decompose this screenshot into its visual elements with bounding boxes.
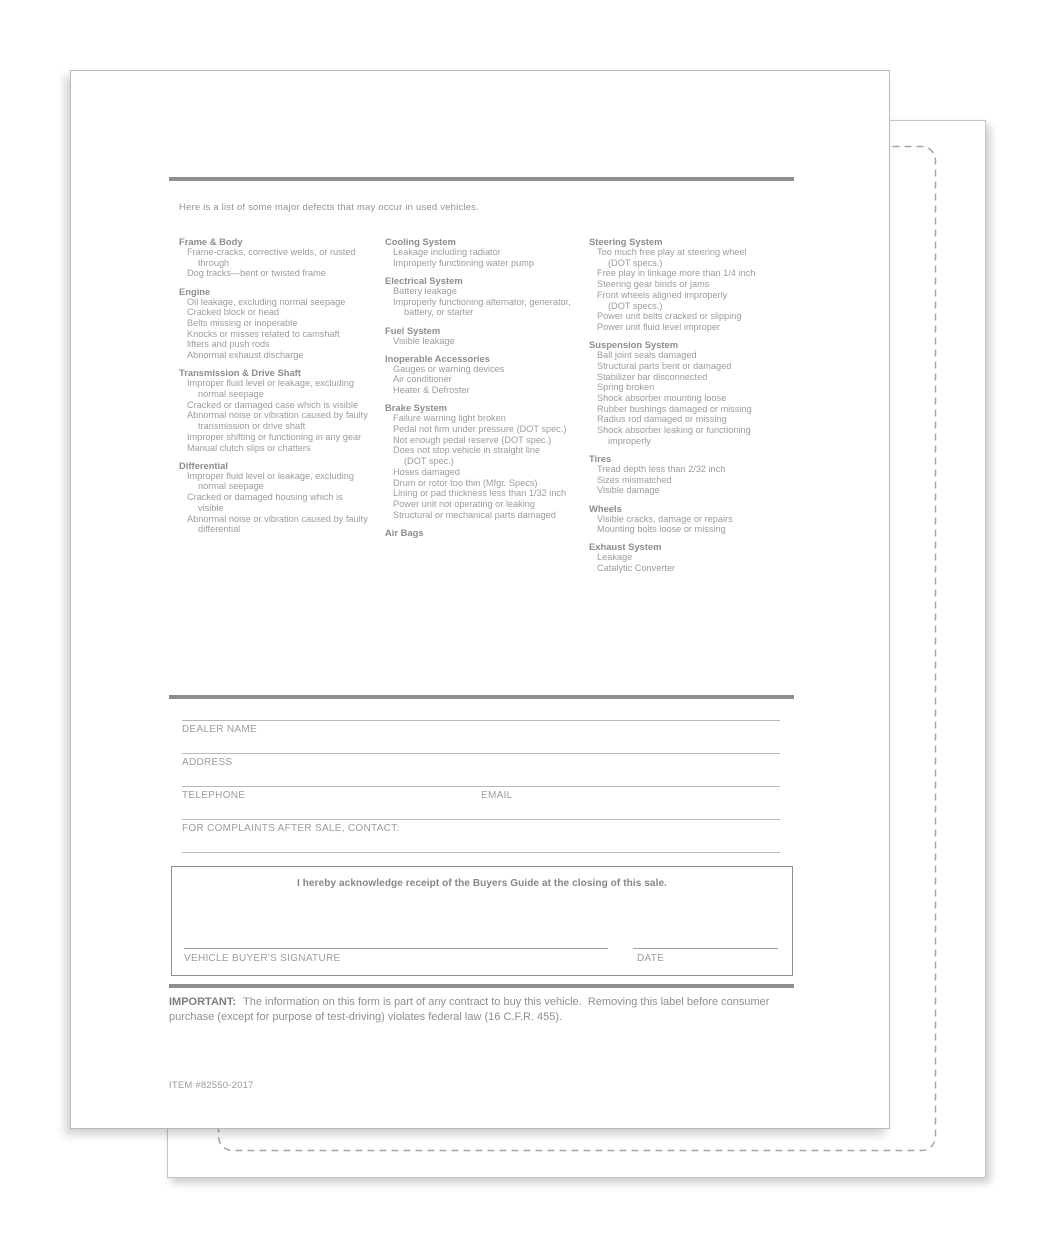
defect-category-heading: Air Bags xyxy=(385,526,424,538)
write-in-line xyxy=(182,852,780,853)
write-in-line xyxy=(182,819,780,820)
buyer-signature-line xyxy=(184,948,608,949)
write-in-line xyxy=(182,786,780,787)
top-divider xyxy=(169,177,794,181)
defect-item-line: transmission or drive shaft xyxy=(198,421,306,432)
defect-item-line: Cracked block or head xyxy=(187,307,279,318)
defect-category-heading: Cooling System xyxy=(385,236,456,247)
defect-item-line: differential xyxy=(198,524,241,535)
defect-item-line: Front wheels aligned improperly xyxy=(597,289,728,300)
defects-intro-text: Here is a list of some major defects that may occur in used vehicles. xyxy=(179,202,479,213)
defect-item-line: Frame-cracks, corrective welds, or rusted xyxy=(187,247,356,257)
defect-item-line: normal seepage xyxy=(198,389,264,400)
defect-item-line: Improper fluid level or leakage, excluding xyxy=(187,378,354,389)
defect-item-line: Catalytic Converter xyxy=(597,563,676,574)
defect-category-heading: Tires xyxy=(589,452,612,464)
defect-item-line: through xyxy=(198,257,230,268)
defect-item-line: battery, or starter xyxy=(404,307,474,318)
defect-item-line: Abnormal noise or vibration caused by faulty xyxy=(187,513,368,524)
defect-item-line: Sizes mismatched xyxy=(597,474,672,485)
defect-category-heading: Steering System xyxy=(589,236,663,247)
defects-column xyxy=(385,236,585,538)
defect-item-line: Free play in linkage more than 1/4 inch xyxy=(597,268,756,279)
item-number: ITEM #82550-2017 xyxy=(169,1080,254,1091)
defect-item-line: Cracked or damaged housing which is xyxy=(187,492,343,503)
defect-item-line: Mounting bolts loose or missing xyxy=(597,524,726,535)
dealer-field-row xyxy=(169,720,794,753)
defect-item-line: Failure warning light broken xyxy=(393,413,506,424)
defect-item-line: Does not stop vehicle in straight line xyxy=(393,445,541,456)
defect-item-line: Gauges or warning devices xyxy=(393,363,505,374)
defect-category-heading: Inoperable Accessories xyxy=(385,352,490,364)
date-label: DATE xyxy=(637,953,665,964)
defect-item-line: Cracked or damaged case which is visible xyxy=(187,399,359,410)
defect-category-heading: Wheels xyxy=(589,502,622,514)
defect-item-line: (DOT specs.) xyxy=(608,300,663,311)
defect-item-line: Radius rod damaged or missing xyxy=(597,414,727,425)
buyer-signature-label: VEHICLE BUYER'S SIGNATURE xyxy=(184,953,341,964)
defect-item-line: Power unit belts cracked or slipping xyxy=(597,311,742,322)
field-label: ADDRESS xyxy=(182,757,233,768)
important-text: The information on this form is part of any contract to buy this vehicle. Removing this label before consumer purchase (except for purpose of test-driving) violates federal law (16 C.F.R. 455). xyxy=(169,996,773,1023)
defect-item-line: Rubber bushings damaged or missing xyxy=(597,403,752,414)
defect-item-line: (DOT spec.) xyxy=(404,456,454,467)
field-label: DEALER NAME xyxy=(182,724,257,735)
write-in-line xyxy=(182,753,780,754)
buyers-guide-back-page xyxy=(70,70,890,1129)
defect-item-line: Leakage xyxy=(597,552,633,563)
defect-item-line: Ball joint seals damaged xyxy=(597,350,697,361)
defect-item-line: Power unit not operating or leaking xyxy=(393,498,535,509)
defect-item-line: Not enough pedal reserve (DOT spec.) xyxy=(393,434,552,445)
defect-item-line: Too much free play at steering wheel xyxy=(597,247,747,257)
defect-item-line: Improperly functioning water pump xyxy=(393,257,534,268)
defect-item-line: Improperly functioning alternator, generator, xyxy=(393,296,571,307)
defect-category-heading: Suspension System xyxy=(589,339,679,351)
defect-item-line: (DOT specs.) xyxy=(608,257,663,268)
middle-divider xyxy=(169,695,794,699)
defect-category-heading: Engine xyxy=(179,285,211,297)
defect-item-line: Leakage including radiator xyxy=(393,247,501,257)
defect-category-heading: Fuel System xyxy=(385,324,441,336)
important-notice xyxy=(169,995,783,1025)
defect-item-line: Pedal not firm under pressure (DOT spec.) xyxy=(393,424,567,435)
defect-item-line: lifters and push rods xyxy=(187,339,270,350)
write-in-line xyxy=(182,720,780,721)
defect-item-line: Shock absorber leaking or functioning xyxy=(597,425,751,436)
defect-item-line: visible xyxy=(198,502,224,513)
defect-item-line: Improper shifting or functioning in any gear xyxy=(187,431,362,442)
defect-item-line: Tread depth less than 2/32 inch xyxy=(597,463,726,474)
defect-item-line: Knocks or misses related to camshaft xyxy=(187,328,340,339)
defect-item-line: Abnormal noise or vibration caused by faulty xyxy=(187,410,368,421)
defect-item-line: Air conditioner xyxy=(393,374,452,385)
defect-category-heading: Transmission & Drive Shaft xyxy=(179,367,301,379)
defect-item-line: Structural parts bent or damaged xyxy=(597,360,732,371)
defect-category-heading: Differential xyxy=(179,459,228,471)
defect-item-line: Dog tracks—bent or twisted frame xyxy=(187,268,326,279)
defect-item-line: Abnormal exhaust discharge xyxy=(187,350,304,361)
field-label: TELEPHONE xyxy=(182,790,246,801)
defect-item-line: improperly xyxy=(608,435,651,446)
date-line xyxy=(633,948,778,949)
important-label: IMPORTANT: xyxy=(169,996,237,1008)
defect-item-line: Structural or mechanical parts damaged xyxy=(393,509,556,520)
acknowledgment-box xyxy=(171,866,793,976)
defect-item-line: Hoses damaged xyxy=(393,466,460,477)
defect-item-line: Power unit fluid level improper xyxy=(597,321,721,332)
dealer-field-row xyxy=(169,819,794,852)
defect-item-line: Battery leakage xyxy=(393,285,457,296)
defect-item-line: Lining or pad thickness less than 1/32 inch xyxy=(393,488,567,499)
defect-item-line: normal seepage xyxy=(198,481,264,492)
defect-item-line: Manual clutch slips or chatters xyxy=(187,442,311,453)
acknowledgment-text: I hereby acknowledge receipt of the Buyers Guide at the closing of this sale. xyxy=(296,878,667,889)
defect-item-line: Steering gear binds or jams xyxy=(597,279,710,290)
defect-category-heading: Electrical System xyxy=(385,274,463,286)
defect-item-line: Oil leakage, excluding normal seepage xyxy=(187,296,346,307)
defects-column xyxy=(179,236,379,535)
defect-item-line: Visible cracks, damage or repairs xyxy=(597,513,733,524)
defect-item-line: Drum or rotor too thin (Mfgr. Specs) xyxy=(393,477,538,488)
defect-category-heading: Exhaust System xyxy=(589,541,662,553)
field-label: FOR COMPLAINTS AFTER SALE, CONTACT: xyxy=(182,823,400,834)
bottom-divider xyxy=(169,984,794,988)
dealer-field-row xyxy=(169,753,794,786)
defect-item-line: Spring broken xyxy=(597,382,655,393)
dealer-field-row xyxy=(169,786,794,819)
defect-item-line: Heater & Defroster xyxy=(393,385,470,396)
defect-category-heading: Brake System xyxy=(385,402,448,414)
defect-category-heading: Frame & Body xyxy=(179,236,243,247)
defects-column xyxy=(589,236,789,574)
defect-item-line: Shock absorber mounting loose xyxy=(597,392,727,403)
defect-item-line: Visible damage xyxy=(597,485,660,496)
defect-item-line: Improper fluid level or leakage, excluding xyxy=(187,470,354,481)
field-label: EMAIL xyxy=(481,790,513,801)
defect-item-line: Stabilizer bar disconnected xyxy=(597,371,708,382)
defect-item-line: Belts missing or inoperable xyxy=(187,318,298,329)
defect-item-line: Visible leakage xyxy=(393,335,455,346)
